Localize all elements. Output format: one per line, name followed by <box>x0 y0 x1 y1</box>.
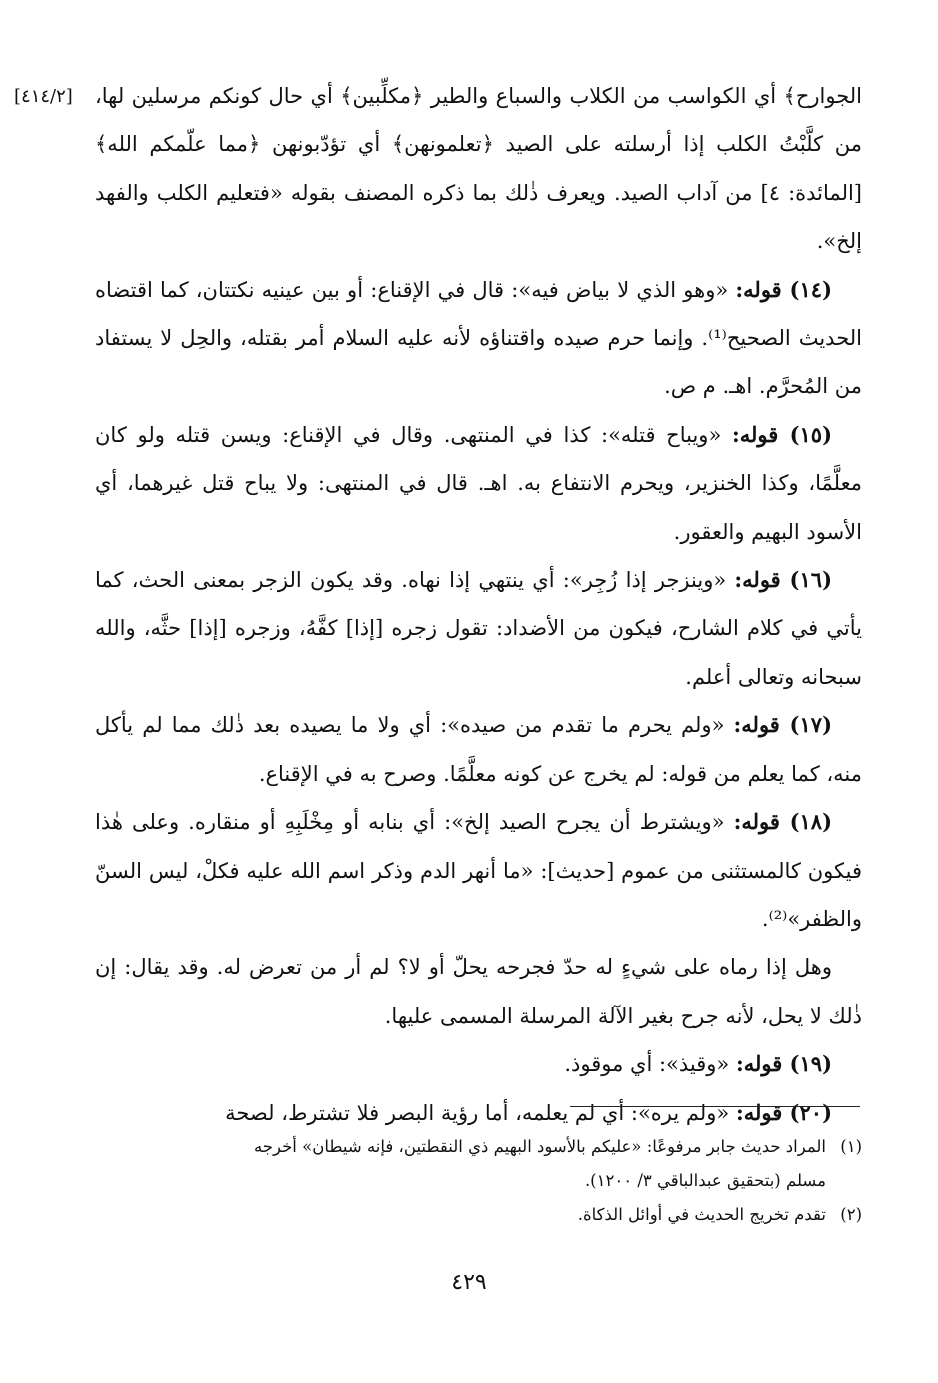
footnote-number: (٢) <box>840 1205 862 1224</box>
footnote-separator <box>570 1106 860 1107</box>
footnote-text: مسلم (بتحقيق عبدالباقي ٣/ ١٢٠٠). <box>584 1171 826 1190</box>
main-text <box>95 72 862 1137</box>
footnote-text: المراد حديث جابر مرفوعًا: «عليكم بالأسود البهيم ذي النقطتين، فإنه شيطان» أخرجه <box>253 1137 826 1156</box>
footnotes <box>95 1130 862 1232</box>
paragraph-note-18 <box>95 798 862 943</box>
footnote-1-continued <box>95 1164 862 1198</box>
note-heading: (١٧) قوله: <box>733 712 832 738</box>
footnote-2 <box>95 1198 862 1232</box>
footnote-text: تقدم تخريج الحديث في أوائل الذكاة. <box>577 1205 826 1224</box>
paragraph-text: وهل إذا رماه على شيءٍ له حدّ فجرحه يحلّ أو لا؟ لم أر من تعرض له. وقد يقال: إن ذٰلك لا يحل، لأنه جرح بغير الآلة المرسلة المسمى عليها. <box>95 955 862 1028</box>
margin-reference: [٤١٤/٢] <box>14 86 73 107</box>
footnote-1 <box>95 1130 862 1164</box>
paragraph-text: الجوارح﴾ أي الكواسب من الكلاب والسباع والطير ﴿مكلِّبين﴾ أي حال كونكم مرسلين لها، من كلَّبْتُ الكلب إذا أرسلته على الصيد ﴿تعلمونهن﴾ أي تؤدّبونهن ﴿مما علّمكم الله﴾ [المائدة: ٤] من آداب الصيد. ويعرف ذٰلك بما ذكره المصنف بقوله «فتعليم الكلب والفهد إلخ». <box>95 84 862 254</box>
note-heading: (١٥) قوله: <box>731 421 833 447</box>
paragraph-text: «ويشترط أن يجرح الصيد إلخ»: أي بنابه أو مِخْلَبِهِ أو منقاره. وعلى هٰذا فيكون كالمستثنى من عموم [حديث]: «ما أنهر الدم وذكر اسم الله عليه فكلْ، ليس السنّ والظفر»⁽²⁾. <box>95 810 862 931</box>
paragraph-text: «ويباح قتله»: كذا في المنتهى. وقال في الإقناع: ويسن قتله ولو كان معلَّمًا، وكذا الخنزير، ويحرم الانتفاع به. اهـ. قال في المنتهى: ولا يباح قتل غيرهما، أي الأسود البهيم والعقور. <box>95 422 862 544</box>
paragraph-text: «وقيذ»: أي موقوذ. <box>564 1052 736 1077</box>
paragraph-intro <box>95 72 862 266</box>
paragraph-text: «ولم يحرم ما تقدم من صيده»: أي ولا ما يصيده بعد ذٰلك مما لم يأكل منه، كما يعلم من قوله: لم يخرج عن كونه معلَّمًا. وصرح به في الإقناع. <box>95 713 862 786</box>
note-heading: (٢٠) قوله: <box>735 1099 832 1125</box>
paragraph-note-16 <box>95 556 862 701</box>
paragraph-note-17 <box>95 701 862 798</box>
note-heading: (١٩) قوله: <box>735 1051 832 1077</box>
paragraph-note-18-continued <box>95 943 862 1040</box>
page-number: ٤٢٩ <box>451 1270 487 1295</box>
paragraph-note-14 <box>95 266 862 411</box>
paragraph-text: «وهو الذي لا بياض فيه»: قال في الإقناع: أو بين عينيه نكتتان، كما اقتضاه الحديث الصحيح⁽¹⁾. وإنما حرم صيده واقتناؤه لأنه عليه السلام أمر بقتله، والحِل لا يستفاد من المُحرَّم. اهـ. م ص. <box>95 277 862 399</box>
paragraph-note-19 <box>95 1040 862 1088</box>
note-heading: (١٤) قوله: <box>735 276 832 302</box>
note-heading: (١٦) قوله: <box>734 567 832 593</box>
paragraph-text: «ولم يره»: أي لم يعلمه، أما رؤية البصر فلا تشترط، لصحة <box>225 1100 736 1125</box>
footnote-number: (١) <box>840 1137 862 1156</box>
paragraph-note-15 <box>95 411 862 556</box>
note-heading: (١٨) قوله: <box>733 809 833 835</box>
paragraph-text: «وينزجر إذا زُجِر»: أي ينتهي إذا نهاه. وقد يكون الزجر بمعنى الحث، كما يأتي في كلام الشارح، فيكون من الأضداد: تقول زجره [إذا] كفَّهُ، وزجره [إذا] حثَّه، والله سبحانه وتعالى أعلم. <box>95 568 862 689</box>
